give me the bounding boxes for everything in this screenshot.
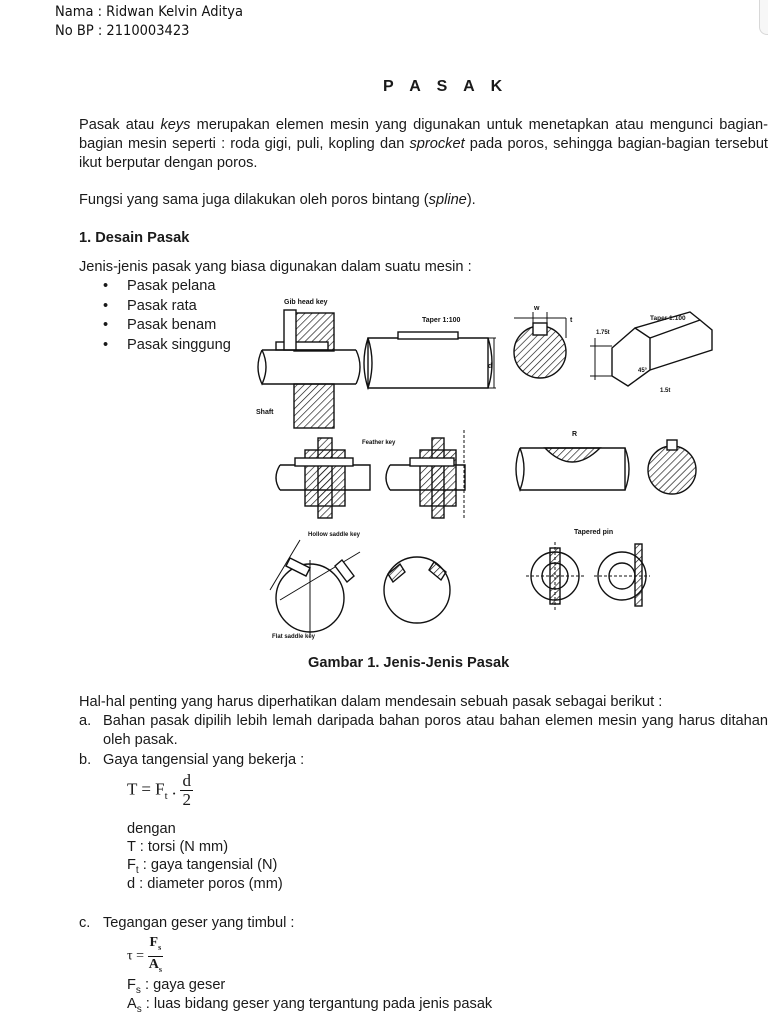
label-r: R: [572, 431, 578, 438]
torque-formula-lhs: T = F: [127, 779, 165, 799]
item-c-text: Tegangan geser yang timbul :: [103, 915, 295, 931]
shear-num: F: [149, 935, 159, 950]
def-ft-sub: t: [135, 864, 139, 876]
shear-fraction-den-wrap: [148, 957, 164, 978]
item-b-text: Gaya tangensial yang bekerja :: [103, 752, 305, 768]
label-taper-2: Taper 1:100: [650, 315, 686, 322]
def-fs-rest: : gaya geser: [140, 977, 226, 993]
def-fs-f: F: [127, 977, 136, 993]
torque-fraction-den: 2: [182, 790, 191, 809]
shear-den-sub: s: [158, 964, 162, 974]
def-as: [127, 995, 492, 1019]
def-as-sub: s: [136, 1003, 142, 1015]
intro-sprocket: sprocket: [409, 136, 465, 152]
figure-caption: Gambar 1. Jenis-Jenis Pasak: [308, 655, 510, 671]
shear-num-sub: s: [158, 942, 162, 952]
torque-fraction-num: d: [182, 771, 191, 790]
intro-text-3: pada poros, sehingga bagian-bagian tersebut ikut berputar dengan poros.: [79, 136, 768, 171]
student-bp: No BP : 2110003423: [55, 23, 190, 39]
page-edge: [759, 0, 768, 35]
def-as-a: A: [127, 996, 137, 1012]
intro-text-2: merupakan elemen mesin yang digunakan untuk menetapkan atau mengunci bagian-bagian mesin seperti : roda gigi, puli, kopling dan: [79, 117, 768, 152]
label-flat-saddle: Flat saddle key: [272, 634, 316, 640]
shaft-2: [368, 338, 488, 388]
list-item: • Pasak rata: [79, 297, 231, 317]
key-types-list: [79, 277, 231, 355]
shaft-end-right: [356, 350, 360, 384]
fungsi-text-1: Fungsi yang sama juga dilakukan oleh poros bintang (: [79, 192, 429, 208]
list-item: • Pasak benam: [79, 316, 231, 336]
label-taper-1: Taper 1:100: [422, 317, 461, 324]
shear-den: A: [148, 956, 159, 972]
label-t: t: [570, 317, 573, 324]
fungsi-spline: spline: [428, 192, 467, 208]
shear-formula: [127, 935, 163, 978]
shaft-edges: [262, 350, 356, 384]
fungsi-paragraph: [79, 191, 476, 210]
item-b-label: b.: [79, 752, 92, 768]
def-fs-sub: s: [135, 984, 141, 996]
def-ft-f: F: [127, 857, 136, 873]
list-item: • Pasak singgung: [79, 336, 231, 356]
label-175t: 1.75t: [596, 330, 610, 336]
def-as-rest: : luas bidang geser yang tergantung pada jenis pasak: [141, 996, 493, 1012]
hub-bottom-hatch: [294, 384, 334, 428]
def-diameter: d : diameter poros (mm): [127, 876, 283, 892]
label-w: w: [534, 305, 540, 312]
item-a-label: a.: [79, 713, 92, 729]
shear-fraction: [148, 935, 164, 978]
item-a-text: Bahan pasak dipilih lebih lemah daripada bahan poros atau bahan elemen mesin yang harus ditahan oleh pasak.: [103, 713, 768, 748]
def-ft-rest: : gaya tangensial (N): [138, 857, 278, 873]
intro-text-1: Pasak atau: [79, 117, 161, 133]
label-feather-key: Feather key: [362, 440, 396, 446]
hal-lead: Hal-hal penting yang harus diperhatikan dalam mendesain sebuah pasak sebagai berikut :: [79, 694, 663, 710]
shear-formula-lhs: τ =: [127, 948, 145, 964]
label-d: d: [488, 363, 493, 370]
label-gib-head-key: Gib head key: [284, 299, 328, 306]
gib-key-head: [284, 310, 296, 350]
key-types-figure: [250, 290, 720, 642]
label-tapered-pin: Tapered pin: [574, 529, 614, 536]
torque-formula-dot: .: [167, 779, 177, 799]
torque-formula: [127, 772, 193, 809]
label-shaft: Shaft: [256, 409, 274, 416]
item-c-label: c.: [79, 915, 91, 931]
section-lead: Jenis-jenis pasak yang biasa digunakan dalam suatu mesin :: [79, 259, 472, 275]
label-hollow-saddle: Hollow saddle key: [308, 532, 361, 538]
list-item: • Pasak pelana: [79, 277, 231, 297]
label-15t: 1.5t: [660, 388, 671, 394]
gib-key-iso: [612, 328, 650, 386]
page-title: P A S A K: [383, 78, 509, 95]
shaft-section-2: [648, 446, 696, 494]
shear-fraction-num-wrap: [148, 935, 164, 957]
fungsi-text-2: ).: [466, 192, 476, 208]
dengan-word: dengan: [127, 821, 176, 837]
torque-fraction: [180, 772, 193, 809]
torque-formula-sub: t: [164, 789, 168, 802]
student-name: Nama : Ridwan Kelvin Aditya: [55, 4, 244, 20]
shaft-end-left: [258, 350, 266, 384]
section-heading: 1. Desain Pasak: [79, 230, 190, 246]
label-45: 45°: [638, 368, 648, 374]
taper-key: [398, 332, 458, 339]
def-torsi: T : torsi (N mm): [127, 839, 229, 855]
intro-paragraph: [79, 116, 768, 173]
intro-keys: keys: [160, 117, 191, 133]
